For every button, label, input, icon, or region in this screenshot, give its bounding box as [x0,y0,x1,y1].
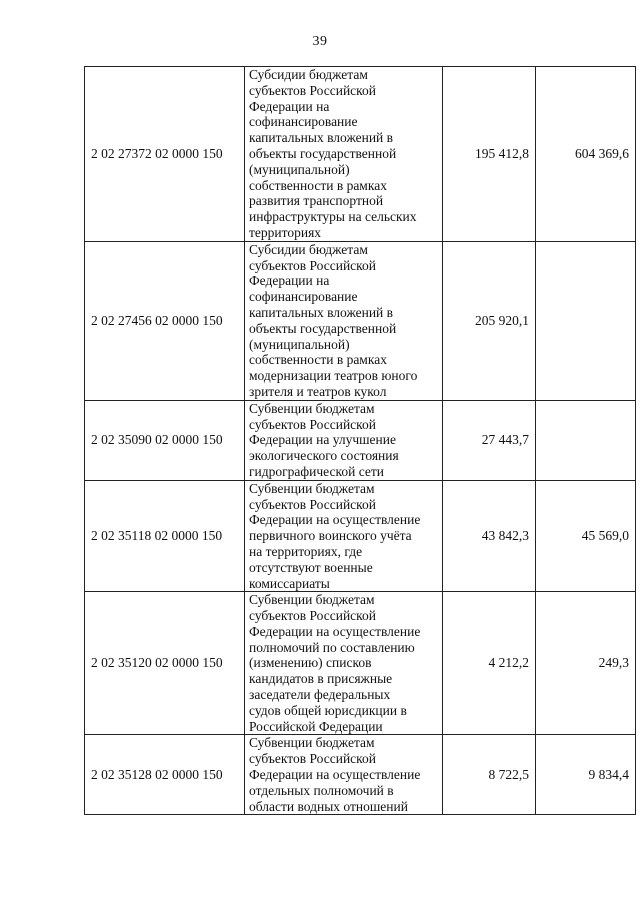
table-row [85,592,636,735]
table-row [85,241,636,400]
budget-revenue-table [84,66,636,815]
table-row [85,480,636,592]
description-line: объекты государственной [249,320,397,336]
description-line: Субвенции бюджетам [249,592,375,608]
description-line: отсутствуют военные [249,559,373,575]
description-line: Субсидии бюджетам [249,241,368,257]
description-line: субъектов Российской [249,416,377,432]
budget-code-cell: 2 02 35090 02 0000 150 [85,400,245,480]
description-line: софинансирование [249,114,358,130]
description-line: собственности в рамках [249,177,387,193]
description-line: Российской Федерации [249,718,383,734]
table-row [85,400,636,480]
description-line: Субвенции бюджетам [249,735,375,751]
amount-cell-2: 45 569,0 [536,480,636,592]
budget-code-cell: 2 02 35118 02 0000 150 [85,480,245,592]
description-line: территориях [249,224,322,240]
amount-cell-2 [536,241,636,400]
description-line: инфраструктуры на сельских [249,209,417,225]
description-line: области водных отношений [249,798,408,814]
description-line: Федерации на осуществление [249,512,421,528]
description-line: Субвенции бюджетам [249,480,375,496]
description-line: развития транспортной [249,193,384,209]
amount-cell-1: 8 722,5 [443,735,536,815]
budget-code-cell: 2 02 35120 02 0000 150 [85,592,245,735]
amount-cell-2: 604 369,6 [536,67,636,242]
description-line: гидрографической сети [249,463,384,479]
table-row [85,735,636,815]
description-line: модернизации театров юного [249,368,418,384]
description-line: Субвенции бюджетам [249,400,375,416]
description-line: субъектов Российской [249,751,377,767]
description-line: субъектов Российской [249,496,377,512]
description-line: капитальных вложений в [249,130,394,146]
description-line: Федерации на [249,98,330,114]
description-line: собственности в рамках [249,352,387,368]
description-line: Субсидии бюджетам [249,67,368,82]
amount-cell-1: 27 443,7 [443,400,536,480]
description-line: зрителя и театров кукол [249,383,387,399]
amount-cell-2: 249,3 [536,592,636,735]
budget-code-cell: 2 02 27456 02 0000 150 [85,241,245,400]
description-line: (изменению) списков [249,655,372,671]
budget-code-cell: 2 02 27372 02 0000 150 [85,67,245,242]
description-cell [245,241,443,400]
page-number: 39 [312,34,328,49]
description-line: Федерации на осуществление [249,623,421,639]
amount-cell-1: 195 412,8 [443,67,536,242]
description-line: Федерации на улучшение [249,432,396,448]
description-cell [245,592,443,735]
description-line: (муниципальной) [249,336,350,352]
description-line: Федерации на осуществление [249,767,421,783]
description-line: (муниципальной) [249,161,350,177]
description-line: субъектов Российской [249,608,377,624]
table-row [85,67,636,242]
description-line: на территориях, где [249,543,363,559]
description-line: кандидатов в присяжные [249,671,393,687]
description-line: субъектов Российской [249,82,377,98]
description-cell [245,67,443,242]
description-line: экологического состояния [249,448,399,464]
description-line: первичного воинского учёта [249,528,412,544]
description-cell [245,480,443,592]
amount-cell-2: 9 834,4 [536,735,636,815]
budget-code-cell: 2 02 35128 02 0000 150 [85,735,245,815]
description-line: субъектов Российской [249,257,377,273]
description-line: комиссариаты [249,575,330,591]
description-line: отдельных полномочий в [249,782,394,798]
description-cell [245,400,443,480]
description-line: судов общей юрисдикции в [249,702,407,718]
amount-cell-1: 4 212,2 [443,592,536,735]
amount-cell-1: 43 842,3 [443,480,536,592]
description-line: капитальных вложений в [249,304,394,320]
table-body [85,67,636,815]
description-line: софинансирование [249,289,358,305]
description-line: полномочий по составлению [249,639,415,655]
description-cell [245,735,443,815]
description-line: объекты государственной [249,145,397,161]
description-line: Федерации на [249,273,330,289]
amount-cell-1: 205 920,1 [443,241,536,400]
description-line: заседатели федеральных [249,687,391,703]
amount-cell-2 [536,400,636,480]
